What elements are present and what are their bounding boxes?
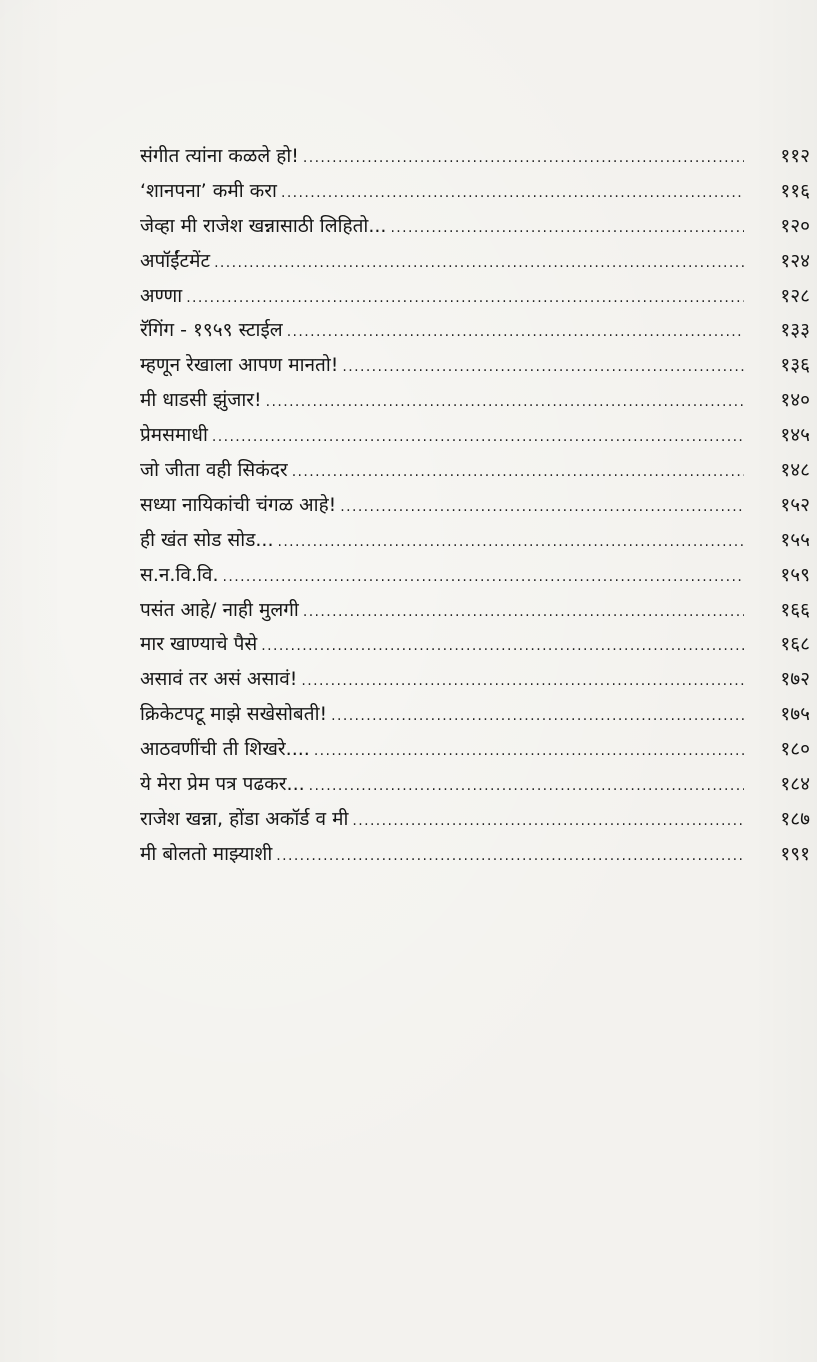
toc-entry-page: १४५ [780, 424, 810, 447]
toc-entry-title: मी बोलतो माझ्याशी [140, 842, 273, 865]
toc-entry [140, 279, 810, 314]
dot-leader [276, 839, 744, 874]
toc-entry [140, 453, 810, 488]
toc-entry-title: अण्णा [140, 284, 183, 307]
dot-leader [303, 141, 744, 176]
toc-entry-title: मार खाण्याचे पैसे [140, 633, 258, 656]
table-of-contents [140, 139, 810, 872]
dot-leader [281, 176, 744, 211]
toc-entry-page: १८० [780, 738, 810, 761]
toc-entry-page: १७५ [780, 703, 810, 726]
toc-entry [140, 209, 810, 244]
toc-entry [140, 139, 810, 174]
toc-entry [140, 348, 810, 383]
dot-leader [352, 804, 744, 839]
toc-entry-page: १७२ [780, 668, 810, 691]
dot-leader [186, 281, 744, 316]
toc-entry-title: जो जीता वही सिकंदर [140, 459, 288, 482]
toc-entry-title: राजेश खन्ना, होंडा अकॉर्ड व मी [140, 807, 349, 830]
toc-entry-page: १९१ [780, 842, 810, 865]
toc-entry-title: म्हणून रेखाला आपण मानतो! [140, 354, 339, 377]
toc-entry-page: १२८ [780, 284, 810, 307]
dot-leader [314, 734, 744, 769]
dot-leader [223, 560, 744, 595]
toc-entry [140, 488, 810, 523]
toc-entry [140, 837, 810, 872]
toc-entry-page: ११६ [780, 179, 810, 202]
toc-entry-page: १५२ [780, 493, 810, 516]
toc-entry-title: स.न.वि.वि. [140, 563, 219, 586]
toc-entry-page: १२० [780, 214, 810, 237]
toc-entry [140, 174, 810, 209]
toc-entry [140, 802, 810, 837]
dot-leader [390, 211, 744, 246]
toc-entry-page: १५५ [780, 528, 810, 551]
dot-leader [342, 350, 744, 385]
toc-entry-page: १८७ [780, 807, 810, 830]
dot-leader [266, 385, 744, 420]
toc-entry-title: ही खंत सोड सोड... [140, 528, 274, 551]
dot-leader [303, 595, 744, 630]
toc-entry-title: सध्या नायिकांची चंगळ आहे! [140, 493, 337, 516]
toc-entry-page: १८४ [780, 773, 810, 796]
toc-entry [140, 662, 810, 697]
toc-entry-title: पसंत आहे/ नाही मुलगी [140, 598, 299, 621]
toc-entry-title: असावं तर असं असावं! [140, 668, 298, 691]
toc-entry [140, 523, 810, 558]
toc-entry-page: ११२ [780, 145, 810, 167]
toc-entry [140, 593, 810, 628]
toc-entry [140, 383, 810, 418]
dot-leader [212, 420, 744, 455]
toc-entry-title: अपॉईंटमेंट [140, 249, 211, 272]
toc-entry-title: संगीत त्यांना कळले हो! [140, 145, 299, 167]
toc-entry-page: १४० [780, 389, 810, 412]
toc-entry [140, 418, 810, 453]
toc-entry-title: ये मेरा प्रेम पत्र पढकर... [140, 773, 305, 796]
toc-entry-page: १३६ [780, 354, 810, 377]
toc-entry-page: १६८ [780, 633, 810, 656]
toc-entry [140, 627, 810, 662]
dot-leader [301, 664, 744, 699]
toc-entry-page: १२४ [780, 249, 810, 272]
dot-leader [340, 490, 744, 525]
dot-leader [309, 769, 744, 804]
toc-entry-title: मी धाडसी झुंजार! [140, 389, 262, 412]
toc-entry [140, 558, 810, 593]
toc-entry-page: १४८ [780, 459, 810, 482]
toc-entry [140, 313, 810, 348]
toc-entry-page: १६६ [780, 598, 810, 621]
toc-entry-title: रॅगिंग - १९५९ स्टाईल [140, 319, 283, 342]
toc-entry [140, 732, 810, 767]
dot-leader [287, 315, 744, 350]
toc-entry-title: प्रेमसमाधी [140, 424, 208, 447]
dot-leader [214, 246, 744, 281]
toc-entry [140, 697, 810, 732]
toc-entry [140, 767, 810, 802]
toc-entry-title: आठवणींची ती शिखरे.... [140, 738, 310, 761]
toc-entry-title: ‘शानपना’ कमी करा [140, 179, 277, 202]
dot-leader [331, 699, 744, 734]
toc-entry [140, 244, 810, 279]
dot-leader [292, 455, 744, 490]
dot-leader [261, 629, 744, 664]
toc-entry-page: १५९ [780, 563, 810, 586]
toc-entry-title: क्रिकेटपटू माझे सखेसोबती! [140, 703, 328, 726]
toc-entry-title: जेव्हा मी राजेश खन्नासाठी लिहितो... [140, 214, 387, 237]
dot-leader [277, 525, 744, 560]
toc-entry-page: १३३ [780, 319, 810, 342]
